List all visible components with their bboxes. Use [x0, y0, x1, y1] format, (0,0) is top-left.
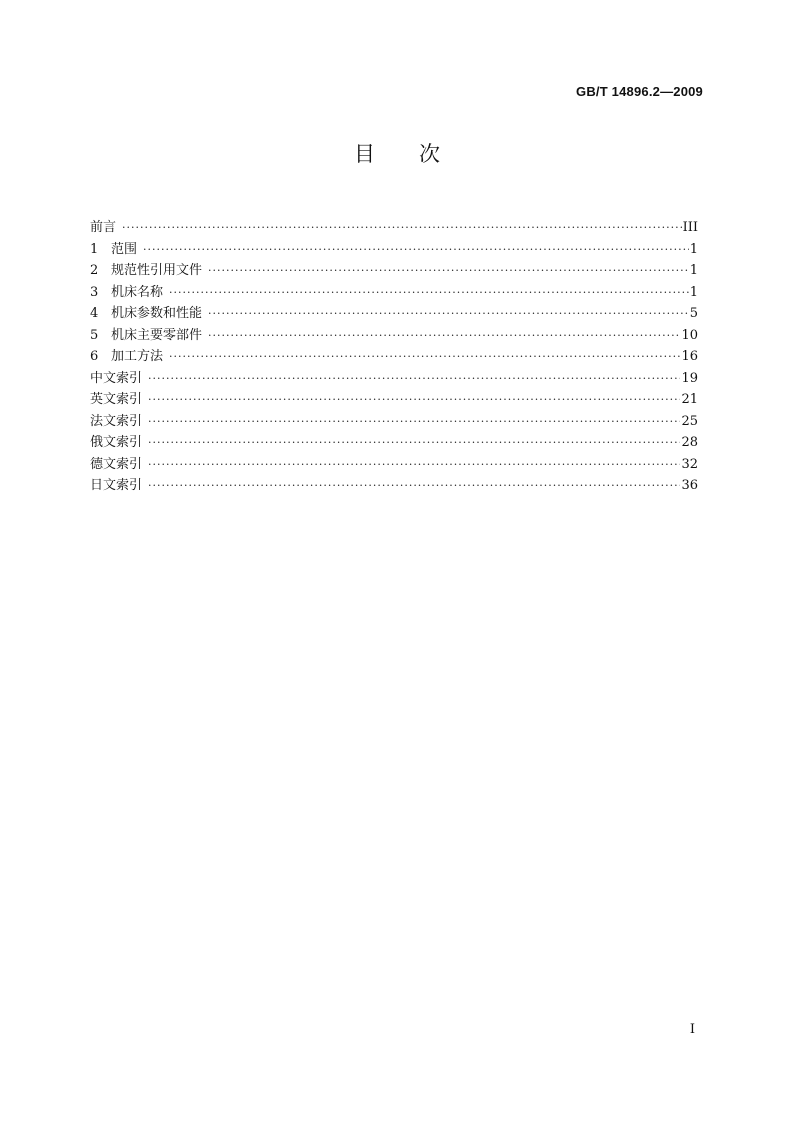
- toc-entry[interactable]: [90, 368, 698, 390]
- toc-entry[interactable]: [90, 454, 698, 476]
- toc-entry-title: 前言: [90, 220, 117, 235]
- toc-entry-page: 16: [681, 349, 698, 364]
- toc-entry-number: 6: [90, 349, 99, 364]
- toc-entry-number: 5: [90, 327, 99, 343]
- toc-entry-number: 1: [90, 241, 99, 257]
- toc-entry-title: 范围: [111, 241, 138, 257]
- toc-entry-page: 1: [689, 263, 698, 278]
- toc-entry[interactable]: [90, 346, 698, 368]
- toc-entry-leader: [208, 303, 689, 325]
- page-number: I: [689, 1022, 695, 1037]
- toc-entry-leader: [208, 260, 689, 282]
- toc-entry-number: 3: [90, 284, 99, 300]
- toc-entry-leader: [148, 454, 680, 476]
- toc-entry-title: 机床名称: [111, 284, 164, 300]
- toc-entry-leader: [148, 389, 680, 411]
- toc-entry-page: 32: [681, 456, 698, 472]
- toc-entry[interactable]: [90, 303, 698, 325]
- toc-entry-leader: [143, 239, 689, 261]
- toc-entry-page: 36: [681, 478, 698, 493]
- toc-entry-leader: [169, 282, 689, 304]
- toc-entry-title: 规范性引用文件: [111, 263, 203, 278]
- toc-entry[interactable]: [90, 389, 698, 411]
- toc-entry-page: 1: [689, 241, 698, 257]
- toc-entry-page: III: [682, 220, 698, 235]
- toc-entry[interactable]: [90, 325, 698, 347]
- toc-entry[interactable]: [90, 239, 698, 261]
- page-title: [0, 138, 794, 168]
- toc-entry-page: 25: [681, 413, 698, 429]
- toc-entry-title: 英文索引: [90, 392, 143, 407]
- toc-entry-title: 加工方法: [111, 349, 164, 364]
- toc-entry-title: 俄文索引: [90, 435, 143, 450]
- toc-entry-leader: [148, 432, 680, 454]
- toc-entry-title: 日文索引: [90, 478, 143, 493]
- toc-entry-title: 机床主要零部件: [111, 327, 203, 343]
- toc-entry-page: 5: [689, 306, 698, 321]
- toc-entry-page: 21: [681, 392, 698, 407]
- toc-entry[interactable]: [90, 282, 698, 304]
- toc-entry[interactable]: [90, 411, 698, 433]
- toc-entry[interactable]: [90, 217, 698, 239]
- toc-entry-number: 4: [90, 306, 99, 321]
- toc-entry[interactable]: [90, 432, 698, 454]
- toc-entry-leader: [169, 346, 680, 368]
- page-title-char-1: 目: [354, 142, 375, 166]
- toc-entry-page: 19: [681, 370, 698, 386]
- toc-entry-leader: [208, 325, 680, 347]
- toc-entry-page: 28: [681, 435, 698, 450]
- toc-entry-title: 德文索引: [90, 456, 143, 472]
- standard-number: GB/T 14896.2—2009: [576, 84, 703, 99]
- toc-entry-number: 2: [90, 263, 99, 278]
- table-of-contents: [90, 217, 698, 497]
- page-title-char-2: 次: [419, 142, 440, 166]
- toc-entry-page: 1: [689, 284, 698, 300]
- toc-entry[interactable]: [90, 260, 698, 282]
- toc-entry-title: 中文索引: [90, 370, 143, 386]
- toc-entry-title: 机床参数和性能: [111, 306, 203, 321]
- toc-entry-title: 法文索引: [90, 413, 143, 429]
- toc-entry-leader: [148, 368, 680, 390]
- toc-entry-page: 10: [681, 327, 698, 343]
- toc-entry-leader: [148, 475, 680, 497]
- toc-entry[interactable]: [90, 475, 698, 497]
- toc-entry-leader: [148, 411, 680, 433]
- toc-entry-leader: [122, 217, 682, 239]
